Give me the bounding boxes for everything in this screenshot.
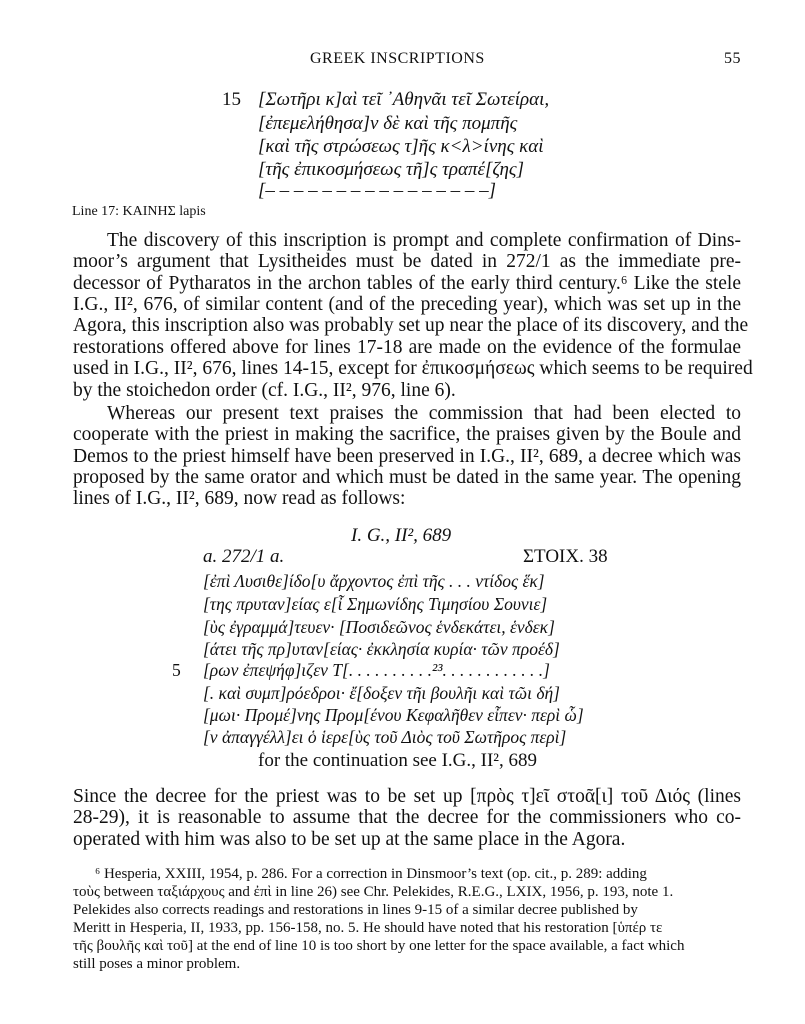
inscription-line: [καὶ τῆς στρώσεως τ]ῆς κ<λ>ίνης καὶ bbox=[258, 136, 544, 157]
text-line: Demos to the priest himself have been preserved in I.G., II², 689, a decree which was bbox=[73, 446, 741, 467]
text-line: 28-29), it is reasonable to assume that the decree for the commissioners who co- bbox=[73, 807, 741, 828]
text-line: Whereas our present text praises the commission that had been elected to bbox=[107, 403, 741, 424]
inscription-line: [τῆς ἐπικοσμήσεως τῆ]ς τραπέ[ζης] bbox=[258, 159, 525, 180]
footnote-line: τῆς βουλῆς καὶ τοῦ] at the end of line 10 is too short by one letter for the space available, a fact which bbox=[73, 938, 685, 954]
inscription-line: [ἐπὶ Λυσιθε]ίδο[υ ἄρχοντος ἐπὶ τῆς . . . ντίδος ἕκ] bbox=[203, 571, 545, 591]
text-line: used in I.G., II², 676, lines 14-15, except for ἐπικοσμήσεως which seems to be required bbox=[73, 358, 753, 379]
text-line: proposed by the same orator and which must be dated in the same year. The opening bbox=[73, 467, 741, 488]
lemma-note: Line 17: ΚΑΙΝΗΣ lapis bbox=[72, 204, 206, 219]
text-line: decessor of Pytharatos in the archon tables of the early third century.⁶ Like the stele bbox=[73, 273, 741, 294]
inscription-line: [της πρυταν]είας ε[ἶ Σημωνίδης Τιμησίου Σουνιε] bbox=[203, 594, 548, 614]
text-line: operated with him was also to be set up at the same place in the Agora. bbox=[73, 829, 626, 850]
footnote-line: still poses a minor problem. bbox=[73, 956, 241, 972]
text-line: The discovery of this inscription is prompt and complete confirmation of Dins- bbox=[107, 230, 741, 251]
text-line: restorations offered above for lines 17-18 are made on the evidence of the formulae bbox=[73, 337, 741, 358]
stoichedon-count: ΣΤΟΙΧ. 38 bbox=[523, 546, 608, 567]
inscription-line: [Σωτῆρι κ]αὶ τεῖ ᾿Αθηνᾶι τεῖ Σωτείραι, bbox=[258, 89, 550, 110]
inscription-line-number: 15 bbox=[222, 89, 241, 110]
inscription-line: [ἐπεμελήθησα]ν δὲ καὶ τῆς πομπῆς bbox=[258, 113, 518, 134]
text-line: moor’s argument that Lysitheides must be dated in 272/1 as the immediate pre- bbox=[73, 251, 741, 272]
inscription-line: [. καὶ συμπ]ρόεδροι· ἔ[δοξεν τῆι βουλῆι καὶ τῶι δή] bbox=[203, 683, 560, 703]
text-line: by the stoichedon order (cf. I.G., II², 976, line 6). bbox=[73, 380, 456, 401]
text-line: Agora, this inscription also was probably set up near the place of its discovery, and the bbox=[73, 315, 749, 336]
running-header-title: GREEK INSCRIPTIONS bbox=[310, 50, 485, 67]
inscription-line: [– – – – – – – – – – – – – – – –] bbox=[258, 180, 497, 201]
footnote-line: Meritt in Hesperia, II, 1933, pp. 156-158, no. 5. He should have noted that his restoration [ὑπέρ τε bbox=[73, 920, 663, 936]
text-line: lines of I.G., II², 689, now read as follows: bbox=[73, 488, 406, 509]
text-line: I.G., II², 676, of similar content (and of the preceding year), which was set up in the bbox=[73, 294, 741, 315]
footnote-line: Pelekides also corrects readings and restorations in lines 9-15 of a similar decree published by bbox=[73, 902, 638, 918]
text-line: Since the decree for the priest was to be set up [πρὸς τ]εῖ στοᾶ[ι] τοῦ Διός (lines bbox=[73, 786, 741, 807]
text-line: cooperate with the priest in making the sacrifice, the praises given by the Boule and bbox=[73, 424, 741, 445]
inscription-line: [άτει τῆς πρ]υταν[είας· ἐκκλησία κυρία· τῶν προέδ] bbox=[203, 639, 560, 659]
continuation-note: for the continuation see I.G., II², 689 bbox=[258, 750, 538, 771]
inscription-title: I. G., II², 689 bbox=[351, 525, 452, 546]
inscription-date: a. 272/1 a. bbox=[203, 546, 285, 567]
inscription-line: [ὺς ἐγραμμά]τευεν· [Ποσιδεῶνος ἑνδεκάτει, ἑνδεκ] bbox=[203, 617, 555, 637]
footnote-line: ⁶ Hesperia, XXIII, 1954, p. 286. For a correction in Dinsmoor’s text (op. cit., p. 289: adding bbox=[95, 866, 647, 882]
inscription-line-number: 5 bbox=[172, 660, 181, 680]
inscription-line: [μωι· Προμέ]νης Προμ[ένου Κεφαλῆθεν εἶπεν· περὶ ὧ] bbox=[203, 705, 584, 725]
inscription-line: [ν ἀπαγγέλλ]ει ὁ ἱερε[ὺς τοῦ Διὸς τοῦ Σωτῆρος περὶ] bbox=[203, 727, 567, 747]
footnote-line: τοὺς between ταξιάρχους and ἐπὶ in line 26) see Chr. Pelekides, R.E.G., LXIX, 1956, p. 193, note 1. bbox=[73, 884, 674, 900]
page-number: 55 bbox=[724, 50, 741, 67]
inscription-line: [ρων ἐπεψήφ]ιζεν Τ[. . . . . . . . . .²³. . . . . . . . . . . .] bbox=[203, 660, 550, 680]
